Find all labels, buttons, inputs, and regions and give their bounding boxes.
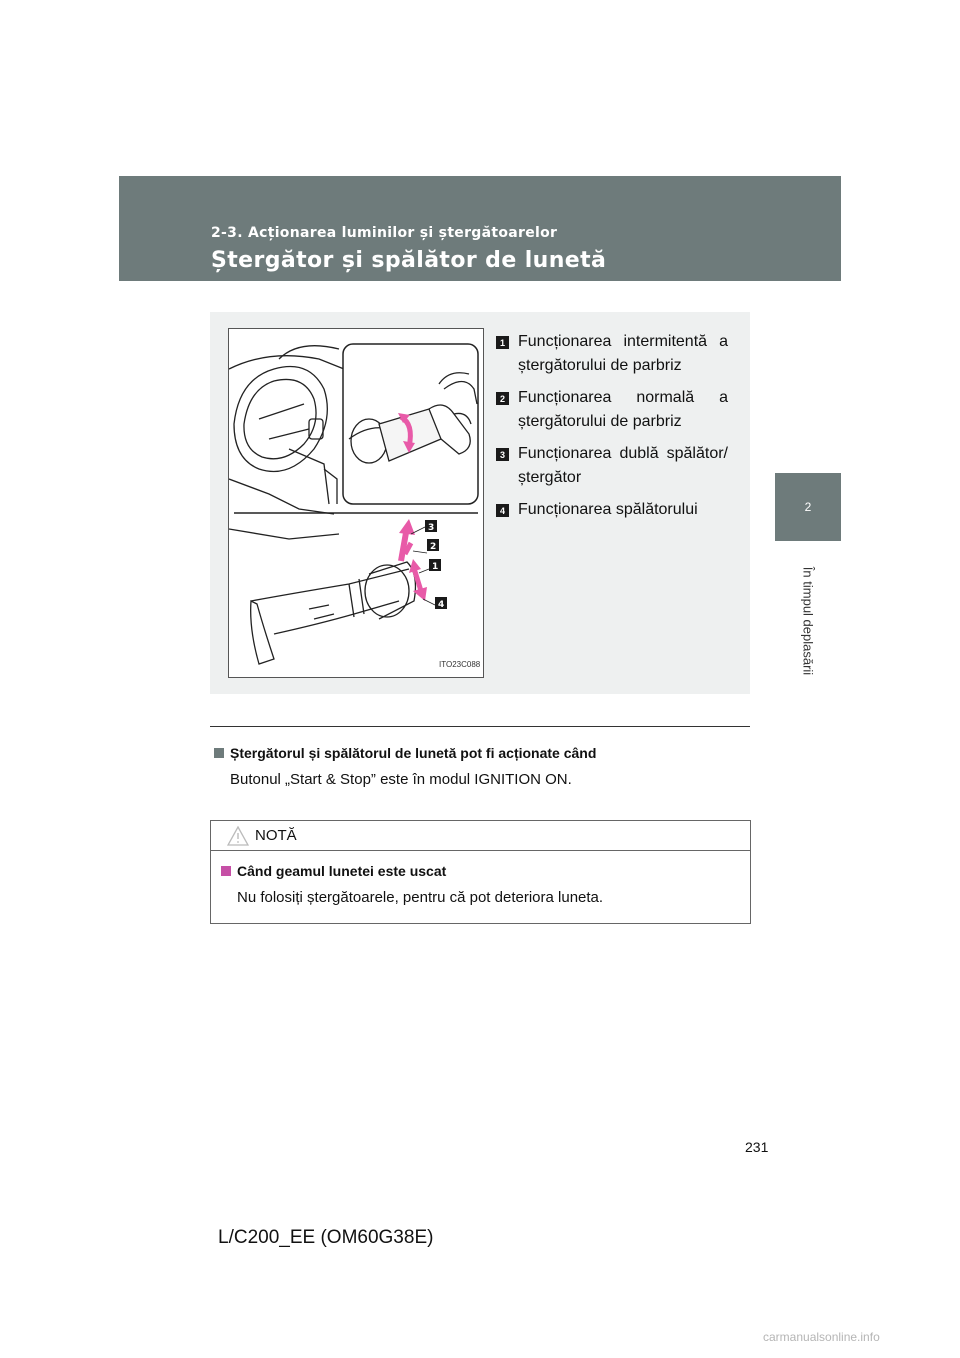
section-title: 2-3. Acționarea luminilor și ștergătoarelor [211,225,558,241]
legend-text: Funcționarea spălătorului [518,501,698,518]
callout-3: 3 [428,523,435,533]
square-bullet-icon [221,866,231,876]
notice-body [211,851,750,906]
notice-header [211,821,750,851]
square-bullet-icon [214,748,224,758]
chapter-tab[interactable] [775,473,841,541]
warning-triangle-icon [227,826,249,846]
page-number: 231 [745,1139,769,1155]
notice-heading [221,863,750,879]
chapter-number: 2 [804,500,812,514]
watermark: carmanualsonline.info [763,1330,880,1344]
info-heading-text: Ștergătorul și spălătorul de lunetă pot fi acționate când [230,745,597,761]
notice-box [210,820,751,924]
legend-text: Funcționarea intermitentă a ștergătorului de parbriz [518,333,728,374]
wiper-illustration [228,328,484,678]
legend-number-badge: 3 [496,448,509,461]
legend-number-badge: 1 [496,336,509,349]
legend-item [496,498,728,522]
chapter-side-label [775,541,841,701]
legend-number-badge: 2 [496,392,509,405]
footer-model-code: L/C200_EE (OM60G38E) [218,1227,434,1248]
page-title: Ștergător și spălător de lunetă [211,248,607,273]
callout-1: 1 [432,562,439,572]
callout-2: 2 [430,542,437,552]
legend-item [496,442,728,490]
info-block [214,745,744,788]
section-divider [210,726,750,727]
callout-4: 4 [438,600,445,610]
header-bar [119,176,841,281]
legend-item [496,330,728,378]
legend-text: Funcționarea dublă spălător/ștergător [518,445,728,486]
chapter-label: În timpul deplasării [800,566,816,676]
figure-code: ITO23C088 [439,660,481,669]
info-text: Butonul „Start & Stop” este în modul IGNITION ON. [230,771,572,788]
notice-heading-text: Când geamul lunetei este uscat [237,863,447,879]
notice-label: NOTĂ [255,827,297,844]
legend-item [496,386,728,434]
legend-text: Funcționarea normală a ștergătorului de parbriz [518,389,728,430]
wiper-drawing [229,329,483,677]
figure-legend [496,330,728,530]
figure-panel [210,312,750,694]
notice-text: Nu folosiți ștergătoarele, pentru că pot deteriora luneta. [237,889,604,906]
info-heading [214,745,744,761]
legend-number-badge: 4 [496,504,509,517]
